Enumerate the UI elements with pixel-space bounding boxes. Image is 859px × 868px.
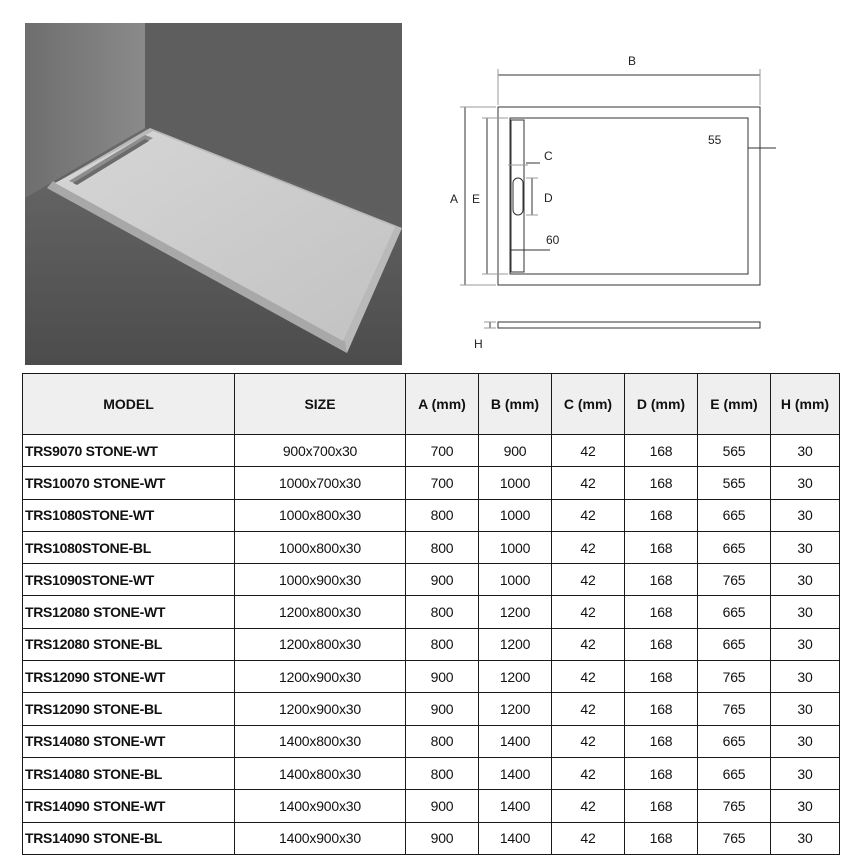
cell-model: TRS10070 STONE-WT — [23, 467, 235, 499]
label-60: 60 — [546, 233, 560, 247]
label-55: 55 — [708, 133, 722, 147]
cell-e: 565 — [698, 435, 771, 467]
table-row — [23, 790, 840, 822]
cell-c: 42 — [552, 564, 625, 596]
product-photo — [25, 23, 402, 365]
table-row — [23, 499, 840, 531]
cell-h: 30 — [771, 467, 840, 499]
cell-b: 1400 — [479, 757, 552, 789]
cell-a: 800 — [406, 531, 479, 563]
cell-d: 168 — [625, 499, 698, 531]
cell-d: 168 — [625, 564, 698, 596]
cell-e: 565 — [698, 467, 771, 499]
column-header-model: MODEL — [23, 374, 235, 435]
cell-size: 1000x900x30 — [235, 564, 406, 596]
cell-h: 30 — [771, 693, 840, 725]
cell-d: 168 — [625, 693, 698, 725]
table-row — [23, 564, 840, 596]
cell-h: 30 — [771, 435, 840, 467]
table-row — [23, 435, 840, 467]
cell-h: 30 — [771, 661, 840, 693]
cell-size: 1400x900x30 — [235, 790, 406, 822]
label-e: E — [472, 192, 481, 206]
cell-c: 42 — [552, 790, 625, 822]
cell-model: TRS9070 STONE-WT — [23, 435, 235, 467]
cell-size: 1000x800x30 — [235, 499, 406, 531]
cell-a: 800 — [406, 757, 479, 789]
cell-h: 30 — [771, 725, 840, 757]
column-header-b: B (mm) — [479, 374, 552, 435]
cell-model: TRS14080 STONE-WT — [23, 725, 235, 757]
shower-tray-image — [25, 23, 402, 365]
cell-b: 1000 — [479, 531, 552, 563]
cell-model: TRS14080 STONE-BL — [23, 757, 235, 789]
cell-a: 700 — [406, 467, 479, 499]
table-row — [23, 693, 840, 725]
technical-drawing — [440, 45, 830, 360]
cell-model: TRS1080STONE-BL — [23, 531, 235, 563]
label-c: C — [544, 149, 553, 163]
cell-model: TRS12090 STONE-BL — [23, 693, 235, 725]
cell-c: 42 — [552, 693, 625, 725]
cell-b: 1000 — [479, 499, 552, 531]
cell-size: 1200x800x30 — [235, 596, 406, 628]
cell-e: 665 — [698, 531, 771, 563]
cell-size: 1400x900x30 — [235, 822, 406, 854]
cell-a: 900 — [406, 693, 479, 725]
cell-e: 765 — [698, 822, 771, 854]
table-row — [23, 467, 840, 499]
cell-c: 42 — [552, 499, 625, 531]
cell-h: 30 — [771, 596, 840, 628]
cell-c: 42 — [552, 757, 625, 789]
cell-d: 168 — [625, 435, 698, 467]
cell-c: 42 — [552, 822, 625, 854]
cell-e: 665 — [698, 725, 771, 757]
cell-e: 665 — [698, 757, 771, 789]
drain-hole — [513, 178, 523, 215]
cell-b: 1000 — [479, 467, 552, 499]
cell-e: 665 — [698, 628, 771, 660]
cell-b: 1200 — [479, 628, 552, 660]
table-row — [23, 822, 840, 854]
cell-d: 168 — [625, 725, 698, 757]
cell-b: 1200 — [479, 596, 552, 628]
tray-profile — [498, 322, 760, 328]
cell-model: TRS12080 STONE-BL — [23, 628, 235, 660]
cell-h: 30 — [771, 628, 840, 660]
label-h: H — [474, 337, 483, 351]
label-b: B — [628, 54, 637, 68]
cell-size: 1400x800x30 — [235, 725, 406, 757]
cell-h: 30 — [771, 499, 840, 531]
cell-size: 1200x900x30 — [235, 661, 406, 693]
column-header-h: H (mm) — [771, 374, 840, 435]
cell-c: 42 — [552, 628, 625, 660]
cell-e: 665 — [698, 596, 771, 628]
cell-d: 168 — [625, 467, 698, 499]
cell-b: 1000 — [479, 564, 552, 596]
cell-model: TRS12090 STONE-WT — [23, 661, 235, 693]
column-header-size: SIZE — [235, 374, 406, 435]
cell-a: 800 — [406, 628, 479, 660]
cell-d: 168 — [625, 596, 698, 628]
cell-c: 42 — [552, 661, 625, 693]
cell-b: 1400 — [479, 725, 552, 757]
cell-d: 168 — [625, 822, 698, 854]
cell-a: 800 — [406, 725, 479, 757]
cell-d: 168 — [625, 628, 698, 660]
cell-d: 168 — [625, 661, 698, 693]
cell-model: TRS1080STONE-WT — [23, 499, 235, 531]
table-row — [23, 725, 840, 757]
cell-e: 765 — [698, 790, 771, 822]
cell-size: 1400x800x30 — [235, 757, 406, 789]
cell-b: 1400 — [479, 790, 552, 822]
cell-a: 900 — [406, 790, 479, 822]
cell-e: 765 — [698, 661, 771, 693]
cell-a: 900 — [406, 564, 479, 596]
cell-b: 1200 — [479, 693, 552, 725]
cell-model: TRS12080 STONE-WT — [23, 596, 235, 628]
cell-c: 42 — [552, 531, 625, 563]
cell-h: 30 — [771, 531, 840, 563]
cell-h: 30 — [771, 757, 840, 789]
cell-c: 42 — [552, 725, 625, 757]
table-row — [23, 596, 840, 628]
cell-size: 1200x800x30 — [235, 628, 406, 660]
cell-model: TRS14090 STONE-WT — [23, 790, 235, 822]
cell-a: 700 — [406, 435, 479, 467]
cell-h: 30 — [771, 822, 840, 854]
table-row — [23, 661, 840, 693]
table-body — [23, 435, 840, 855]
cell-h: 30 — [771, 564, 840, 596]
cell-model: TRS14090 STONE-BL — [23, 822, 235, 854]
cell-b: 900 — [479, 435, 552, 467]
cell-b: 1200 — [479, 661, 552, 693]
table-row — [23, 628, 840, 660]
column-header-d: D (mm) — [625, 374, 698, 435]
cell-a: 800 — [406, 596, 479, 628]
cell-b: 1400 — [479, 822, 552, 854]
cell-d: 168 — [625, 757, 698, 789]
cell-h: 30 — [771, 790, 840, 822]
cell-c: 42 — [552, 435, 625, 467]
cell-e: 765 — [698, 693, 771, 725]
cell-e: 765 — [698, 564, 771, 596]
cell-a: 800 — [406, 499, 479, 531]
cell-d: 168 — [625, 531, 698, 563]
cell-model: TRS1090STONE-WT — [23, 564, 235, 596]
cell-a: 900 — [406, 822, 479, 854]
table-header-row — [23, 374, 840, 435]
cell-c: 42 — [552, 467, 625, 499]
cell-a: 900 — [406, 661, 479, 693]
column-header-a: A (mm) — [406, 374, 479, 435]
cell-c: 42 — [552, 596, 625, 628]
cell-e: 665 — [698, 499, 771, 531]
column-header-e: E (mm) — [698, 374, 771, 435]
column-header-c: C (mm) — [552, 374, 625, 435]
cell-d: 168 — [625, 790, 698, 822]
cell-size: 1000x800x30 — [235, 531, 406, 563]
label-a: A — [450, 192, 459, 206]
table-row — [23, 757, 840, 789]
label-d: D — [544, 191, 553, 205]
spec-table — [22, 373, 840, 855]
table-row — [23, 531, 840, 563]
cell-size: 900x700x30 — [235, 435, 406, 467]
cell-size: 1200x900x30 — [235, 693, 406, 725]
cell-size: 1000x700x30 — [235, 467, 406, 499]
